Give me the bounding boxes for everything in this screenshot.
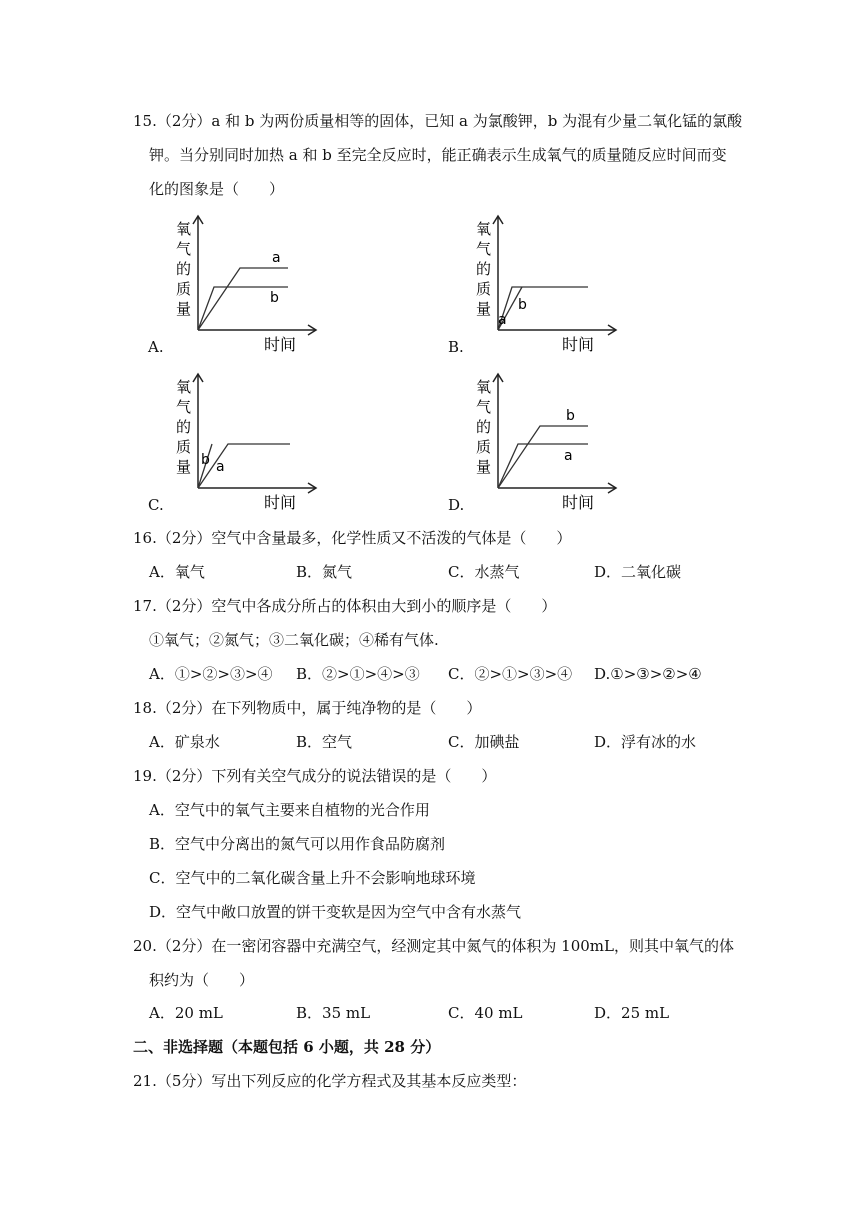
y-axis-char: 质 [176,438,192,456]
option-letter: B. [448,338,464,356]
option-letter: A. [148,338,164,356]
x-axis-label: 时间 [264,335,297,354]
series-line-a [498,444,588,488]
q15-stem-line2: 钾。当分别同时加热 a 和 b 至完全反应时，能正确表示生成氧气的质量随反应时间而变 [149,146,727,164]
q17-option-b[interactable]: B．②>①>④>③ [296,665,420,683]
q20-option-c[interactable]: C．40 mL [448,1004,523,1022]
x-axis-arrow [498,325,616,335]
x-axis-arrow [198,483,316,493]
q15-stem-line1: 15.（2分）a 和 b 为两份质量相等的固体，已知 a 为氯酸钾，b 为混有少量二氧化锰的氯酸 [133,112,743,130]
y-axis-char: 气 [176,398,192,416]
y-axis-char: 氧 [476,378,492,396]
q18-option-b[interactable]: B．空气 [296,733,353,751]
y-axis-char: 质 [476,280,492,298]
q20-option-b[interactable]: B．35 mL [296,1004,371,1022]
q20-option-a[interactable]: A．20 mL [149,1004,223,1022]
q16-option-a[interactable]: A．氧气 [149,563,205,581]
y-axis-arrow [193,216,203,330]
x-axis-arrow [498,483,616,493]
y-axis-arrow [193,374,203,488]
y-axis-char: 质 [476,438,492,456]
series-line-a [198,444,290,488]
q18-stem: 18.（2分）在下列物质中，属于纯净物的是（ ） [133,699,482,717]
q15-option-d[interactable] [448,368,628,518]
q16-option-c[interactable]: C．水蒸气 [448,563,520,581]
section-heading: 二、非选择题（本题包括 6 小题，共 28 分） [133,1038,441,1056]
q15-option-c[interactable] [148,368,328,518]
x-axis-label: 时间 [562,493,595,512]
y-axis-char: 的 [476,260,492,278]
q15-stem-line3: 化的图象是（ ） [149,180,285,198]
series-label-b: b [270,290,279,306]
series-label-a: a [272,250,281,266]
option-letter: C. [148,496,164,514]
q17-option-a[interactable]: A．①>②>③>④ [149,665,273,683]
y-axis-arrow [493,374,503,488]
y-axis-char: 氧 [176,378,192,396]
series-label-b: b [201,452,210,468]
q20-option-d[interactable]: D．25 mL [594,1004,670,1022]
y-axis-char: 气 [476,398,492,416]
q20-stem-line1: 20.（2分）在一密闭容器中充满空气，经测定其中氮气的体积为 100mL，则其中氧气的体 [133,937,734,955]
series-line-a [498,287,588,330]
q15-option-a[interactable] [148,210,328,360]
q16-option-d[interactable]: D．二氧化碳 [594,563,682,581]
y-axis-char: 的 [176,418,192,436]
option-letter: D. [448,496,465,514]
q19-option-a[interactable]: A．空气中的氧气主要来自植物的光合作用 [149,801,430,819]
y-axis-char: 量 [476,300,492,318]
series-label-a: a [498,312,507,328]
series-label-a: a [564,448,573,464]
graph-c [148,368,328,518]
q17-stem: 17.（2分）空气中各成分所占的体积由大到小的顺序是（ ） [133,597,557,615]
series-label-a: a [216,459,225,475]
x-axis-label: 时间 [264,493,297,512]
x-axis-arrow [198,325,316,335]
x-axis-label: 时间 [562,335,595,354]
graph-b [448,210,628,360]
q17-items: ①氧气；②氮气；③二氧化碳；④稀有气体. [149,631,439,649]
y-axis-char: 氧 [176,220,192,238]
q21-stem: 21.（5分）写出下列反应的化学方程式及其基本反应类型： [133,1072,527,1090]
q20-stem-line2: 积约为（ ） [149,971,255,989]
q15-option-b[interactable] [448,210,628,360]
q19-option-d[interactable]: D．空气中敞口放置的饼干变软是因为空气中含有水蒸气 [149,903,522,921]
graph-a [148,210,328,360]
q16-option-b[interactable]: B．氮气 [296,563,353,581]
y-axis-char: 气 [176,240,192,258]
y-axis-char: 量 [176,458,192,476]
q16-stem: 16.（2分）空气中含量最多，化学性质又不活泼的气体是（ ） [133,529,572,547]
q17-option-d[interactable]: D.①>③>②>④ [594,665,702,683]
y-axis-char: 量 [476,458,492,476]
q19-option-c[interactable]: C．空气中的二氧化碳含量上升不会影响地球环境 [149,869,476,887]
series-label-b: b [518,297,527,313]
q19-stem: 19.（2分）下列有关空气成分的说法错误的是（ ） [133,767,497,785]
y-axis-char: 质 [176,280,192,298]
y-axis-char: 的 [476,418,492,436]
q19-option-b[interactable]: B．空气中分离出的氮气可以用作食品防腐剂 [149,835,446,853]
q17-option-c[interactable]: C．②>①>③>④ [448,665,573,683]
graph-d [448,368,628,518]
y-axis-char: 氧 [476,220,492,238]
q18-option-c[interactable]: C．加碘盐 [448,733,520,751]
q18-option-d[interactable]: D．浮有冰的水 [594,733,697,751]
y-axis-char: 量 [176,300,192,318]
y-axis-char: 的 [176,260,192,278]
series-label-b: b [566,408,575,424]
q18-option-a[interactable]: A．矿泉水 [149,733,220,751]
y-axis-char: 气 [476,240,492,258]
